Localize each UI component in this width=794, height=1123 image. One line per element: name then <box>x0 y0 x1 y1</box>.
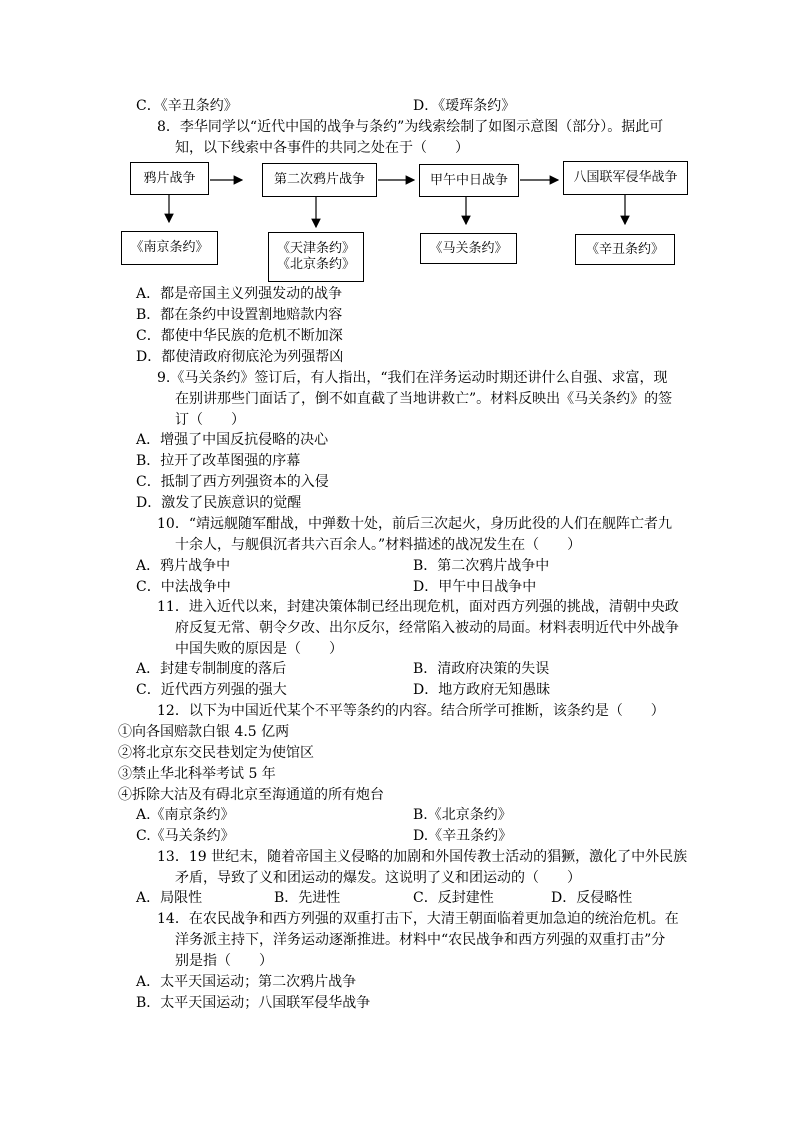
war-label-2: 第二次鸦片战争 <box>273 172 365 187</box>
q14-stem-line3: 别是指（ ） <box>175 953 273 969</box>
treaty-box-4 <box>575 234 675 265</box>
q9-option-b: B．拉开了改革图强的序幕 <box>136 453 301 469</box>
q13-option-b: B．先进性 <box>274 890 341 906</box>
q11-stem-line1: 11．进入近代以来，封建决策体制已经出现危机，面对西方列强的挑战，清朝中央政 <box>157 599 679 615</box>
q9-stem-line1: 9.《马关条约》签订后，有人指出，“我们在洋务运动时期还讲什么自强、求富，现 <box>157 370 668 386</box>
q8-option-a: A．都是帝国主义列强发动的战争 <box>136 286 343 302</box>
q13-option-d: D．反侵略性 <box>551 890 633 906</box>
q13-option-c: C．反封建性 <box>413 890 494 906</box>
q11-option-c: C．近代西方列强的强大 <box>136 682 287 698</box>
q12-item-2: ②将北京东交民巷划定为使馆区 <box>118 745 314 761</box>
q13-stem-line1: 13．19 世纪末，随着帝国主义侵略的加剧和外国传教士活动的猖獗，激化了中外民族 <box>157 849 688 865</box>
q11-stem-line2: 府反复无常、朝令夕改、出尔反尔，经常陷入被动的局面。材料表明近代中外战争 <box>175 620 679 636</box>
q10-stem-line2: 十余人，与舰俱沉者共六百余人。”材料描述的战况发生在（ ） <box>175 537 582 553</box>
q12-item-3: ③禁止华北科举考试 5 年 <box>118 766 276 782</box>
treaty-label-2: 《天津条约》 <box>276 241 355 256</box>
q10-option-a: A．鸦片战争中 <box>136 558 231 574</box>
treaty-box-2 <box>268 232 364 282</box>
treaty-box-3 <box>420 233 517 264</box>
war-box-1 <box>130 162 209 195</box>
q9-option-c: C．抵制了西方列强资本的入侵 <box>136 474 329 490</box>
war-box-3 <box>419 164 519 197</box>
q14-option-a: A．太平天国运动；第二次鸦片战争 <box>136 974 357 990</box>
q11-option-b: B．清政府决策的失误 <box>413 661 550 677</box>
q12-option-b: B.《北京条约》 <box>413 807 512 823</box>
q13-stem-line2: 矛盾，导致了义和团运动的爆发。这说明了义和团运动的（ ） <box>175 870 581 886</box>
treaty-label-5: 《辛丑条约》 <box>585 241 664 257</box>
q9-option-a: A．增强了中国反抗侵略的决心 <box>136 432 329 448</box>
q10-stem-line1: 10．“靖远舰随军酣战，中弹数十处，前后三次起火，身历此役的人们在舰阵亡者九 <box>157 516 672 532</box>
q14-option-b: B．太平天国运动；八国联军侵华战争 <box>136 995 371 1011</box>
q11-option-d: D．地方政府无知愚昧 <box>413 682 551 698</box>
q14-stem-line2: 洋务派主持下，洋务运动逐渐推进。材料中“农民战争和西方列强的双重打击”分 <box>175 932 666 948</box>
q11-stem-line3: 中国失败的原因是（ ） <box>175 641 343 657</box>
war-label-1: 鸦片战争 <box>143 170 196 186</box>
q12-item-4: ④拆除大沽及有碍北京至海通道的所有炮台 <box>118 787 384 803</box>
war-box-2 <box>262 163 377 197</box>
q8-stem-line2: 知，以下线索中各事件的共同之处在于（ ） <box>175 140 469 156</box>
war-label-4: 八国联军侵华战争 <box>573 170 678 185</box>
q12-option-a: A.《南京条约》 <box>136 807 235 823</box>
q9-option-d: D．激发了民族意识的觉醒 <box>136 495 302 511</box>
q12-item-1: ①向各国赔款白银 4.5 亿两 <box>118 724 290 740</box>
q8-stem-line1: 8．李华同学以“近代中国的战争与条约”为线索绘制了如图示意图（部分）。据此可 <box>157 119 664 135</box>
q10-option-c: C．中法战争中 <box>136 579 231 595</box>
q12-option-c: C.《马关条约》 <box>136 828 235 844</box>
q12-option-d: D.《辛丑条约》 <box>413 828 513 844</box>
q9-stem-line2: 在别讲那些门面话了，倒不如直截了当地讲救亡”。材料反映出《马关条约》的签 <box>175 391 673 407</box>
q10-option-b: B．第二次鸦片战争中 <box>413 558 550 574</box>
q14-stem-line1: 14．在农民战争和西方列强的双重打击下，大清王朝面临着更加急迫的统治危机。在 <box>157 911 679 927</box>
war-box-4 <box>563 161 688 195</box>
treaty-box-1 <box>121 231 218 265</box>
q8-option-d: D．都使清政府彻底沦为列强帮凶 <box>136 349 344 365</box>
q8-option-b: B．都在条约中设置割地赔款内容 <box>136 307 343 323</box>
treaty-label-3: 《北京条约》 <box>276 257 355 272</box>
q11-option-a: A．封建专制制度的落后 <box>136 661 287 677</box>
q9-stem-line3: 订（ ） <box>175 412 245 428</box>
option-c-prev: C．《辛丑条约》 <box>136 98 238 114</box>
q13-option-a: A．局限性 <box>136 890 203 906</box>
treaty-label-1: 《南京条约》 <box>130 240 209 255</box>
option-d-prev: D．《瑷珲条约》 <box>413 98 516 114</box>
treaty-label-4: 《马关条约》 <box>429 240 508 256</box>
q8-option-c: C．都使中华民族的危机不断加深 <box>136 328 343 344</box>
q10-option-d: D．甲午中日战争中 <box>413 579 537 595</box>
war-label-3: 甲午中日战争 <box>429 172 508 188</box>
q12-stem: 12．以下为中国近代某个不平等条约的内容。结合所学可推断，该条约是（ ） <box>157 703 665 719</box>
